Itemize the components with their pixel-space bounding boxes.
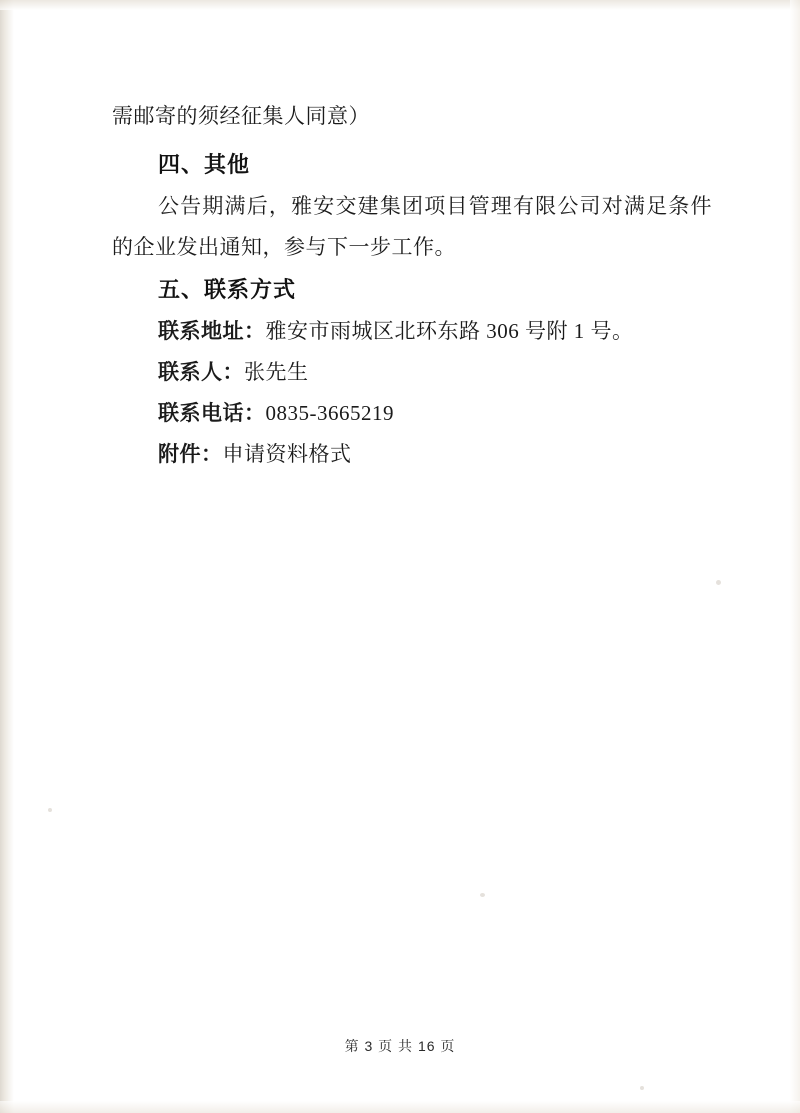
- contact-address-label: 联系地址：: [158, 319, 266, 343]
- attachment-label: 附件：: [158, 442, 223, 466]
- scan-speck: [480, 893, 485, 897]
- scan-edge-bottom: [0, 1101, 800, 1113]
- section-heading-contact: 五、联系方式: [158, 277, 297, 302]
- section-paragraph-other: 公告期满后，雅安交建集团项目管理有限公司对满足条件的企业发出通知，参与下一步工作。: [112, 194, 712, 259]
- attachment-value: 申请资料格式: [222, 442, 352, 466]
- contact-address-value: 雅安市雨城区北环东路 306 号附 1 号。: [265, 319, 634, 343]
- scan-edge-left: [0, 0, 14, 1113]
- contact-person-value: 张先生: [244, 360, 309, 384]
- page-footer: 第 3 页 共 16 页: [344, 1038, 456, 1054]
- contact-address-line: [158, 311, 712, 352]
- attachment-line: [158, 434, 712, 475]
- scan-speck: [716, 580, 721, 585]
- contact-person-line: [158, 352, 712, 393]
- section-heading-other: 四、其他: [158, 152, 251, 177]
- contact-phone-value: 0835-3665219: [265, 401, 394, 425]
- contact-phone-line: [158, 393, 712, 434]
- scan-speck: [48, 808, 52, 812]
- document-body: [112, 96, 712, 475]
- contact-person-label: 联系人：: [158, 360, 244, 384]
- scan-speck: [640, 1086, 644, 1090]
- continued-text-line: 需邮寄的须经征集人同意）: [112, 104, 370, 128]
- scan-edge-top: [0, 0, 800, 10]
- contact-phone-label: 联系电话：: [158, 401, 266, 425]
- scan-edge-right: [790, 0, 800, 1113]
